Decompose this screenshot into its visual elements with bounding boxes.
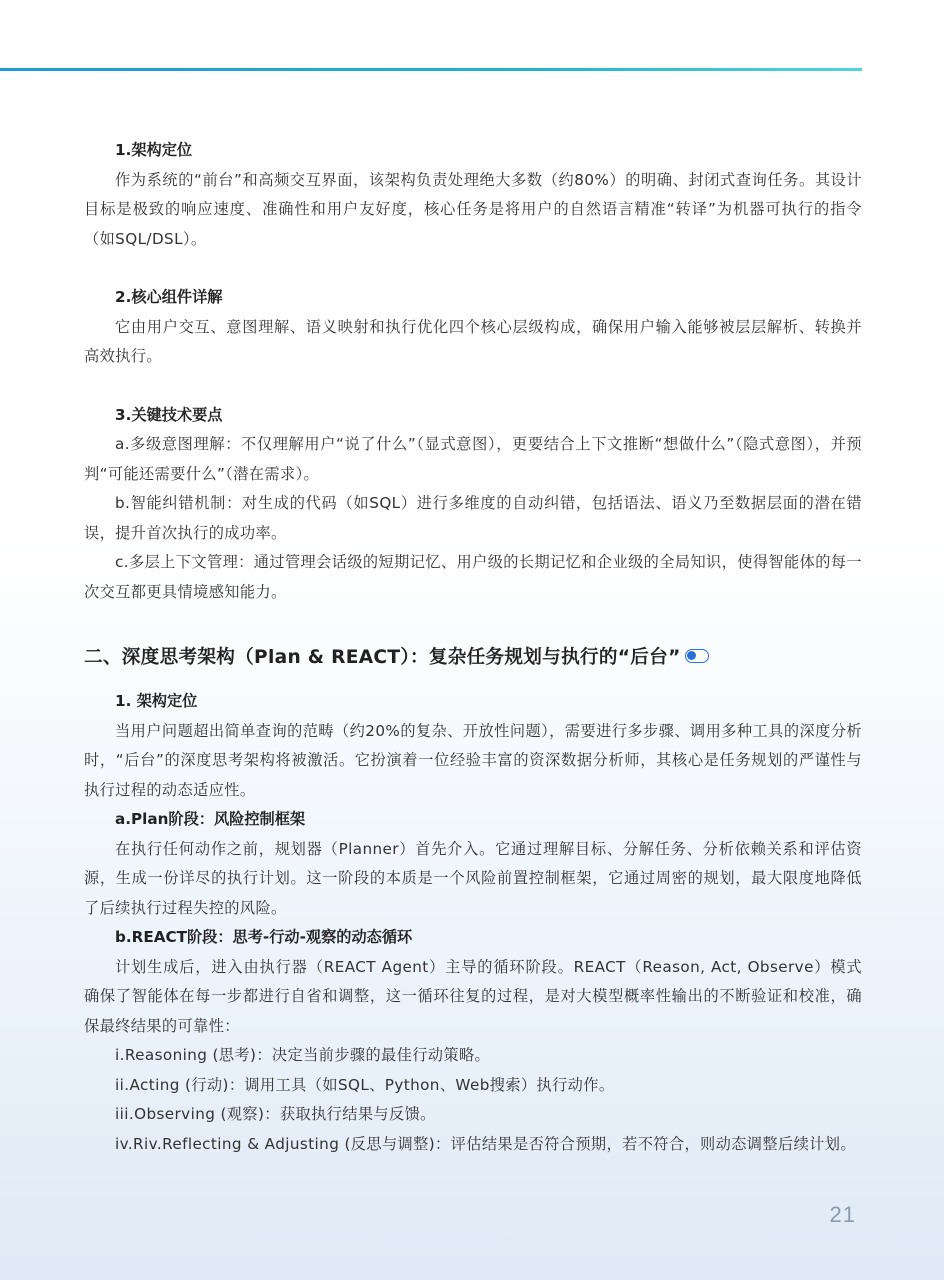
list-item-observing: iii.Observing (观察)：获取执行结果与反馈。 <box>115 1105 436 1123</box>
paragraph-intent: a.多级意图理解：不仅理解用户“说了什么”（显式意图），更要结合上下文推断“想做什么”（隐式意图），并预判“可能还需要什么”（潜在需求）。 <box>84 435 862 483</box>
toggle-icon <box>685 649 709 663</box>
subheading-react-stage: b.REACT阶段：思考-行动-观察的动态循环 <box>115 928 413 946</box>
paragraph-positioning: 作为系统的“前台”和高频交互界面，该架构负责处理绝大多数（约80%）的明确、封闭式查询任务。其设计目标是极致的响应速度、准确性和用户友好度，核心任务是将用户的自然语言精准“转译”为机器可执行的指令（如SQL/DSL）。 <box>84 170 862 248</box>
paragraph-react-stage: 计划生成后，进入由执行器（REACT Agent）主导的循环阶段。REACT（Reason, Act, Observe）模式确保了智能体在每一步都进行自省和调整，这一循环往复的过程，是对大模型概率性输出的不断验证和校准，确保最终结果的可靠性： <box>84 957 862 1035</box>
paragraph-components: 它由用户交互、意图理解、语义映射和执行优化四个核心层级构成，确保用户输入能够被层层解析、转换并高效执行。 <box>84 317 862 365</box>
list-item-acting: ii.Acting (行动)：调用工具（如SQL、Python、Web搜索）执行动作。 <box>115 1075 615 1094</box>
list-item-reflecting: iv.Riv.Reflecting & Adjusting (反思与调整)：评估结果是否符合预期，若不符合，则动态调整后续计划。 <box>115 1134 856 1153</box>
subheading-key-points: 3.关键技术要点 <box>115 405 223 424</box>
section-title <box>84 643 862 673</box>
paragraph-plan-stage: 在执行任何动作之前，规划器（Planner）首先介入。它通过理解目标、分解任务、分析依赖关系和评估资源，生成一份详尽的执行计划。这一阶段的本质是一个风险前置控制框架，它通过周密的规划，最大限度地降低了后续执行过程失控的风险。 <box>84 839 862 917</box>
paragraph-error-correction: b.智能纠错机制：对生成的代码（如SQL）进行多维度的自动纠错，包括语法、语义乃至数据层面的潜在错误，提升首次执行的成功率。 <box>84 494 862 542</box>
list-item-reasoning: i.Reasoning (思考)：决定当前步骤的最佳行动策略。 <box>115 1046 491 1064</box>
header-rule <box>0 68 862 71</box>
page-number: 21 <box>829 1202 856 1227</box>
paragraph-architecture-positioning: 当用户问题超出简单查询的范畴（约20%的复杂、开放性问题），需要进行多步骤、调用多种工具的深度分析时，“后台”的深度思考架构将被激活。它扮演着一位经验丰富的资深数据分析师，其核心是任务规划的严谨性与执行过程的动态适应性。 <box>84 721 862 799</box>
section-title-text: 二、深度思考架构（Plan & REACT）：复杂任务规划与执行的“后台” <box>84 647 681 668</box>
page-content <box>84 136 862 1159</box>
subheading-positioning: 1.架构定位 <box>115 141 193 159</box>
subheading-plan-stage: a.Plan阶段：风险控制框架 <box>115 810 306 828</box>
paragraph-context: c.多层上下文管理：通过管理会话级的短期记忆、用户级的长期记忆和企业级的全局知识，使得智能体的每一次交互都更具情境感知能力。 <box>84 553 862 601</box>
subheading-components: 2.核心组件详解 <box>115 288 223 306</box>
subheading-architecture-positioning: 1. 架构定位 <box>115 692 198 710</box>
